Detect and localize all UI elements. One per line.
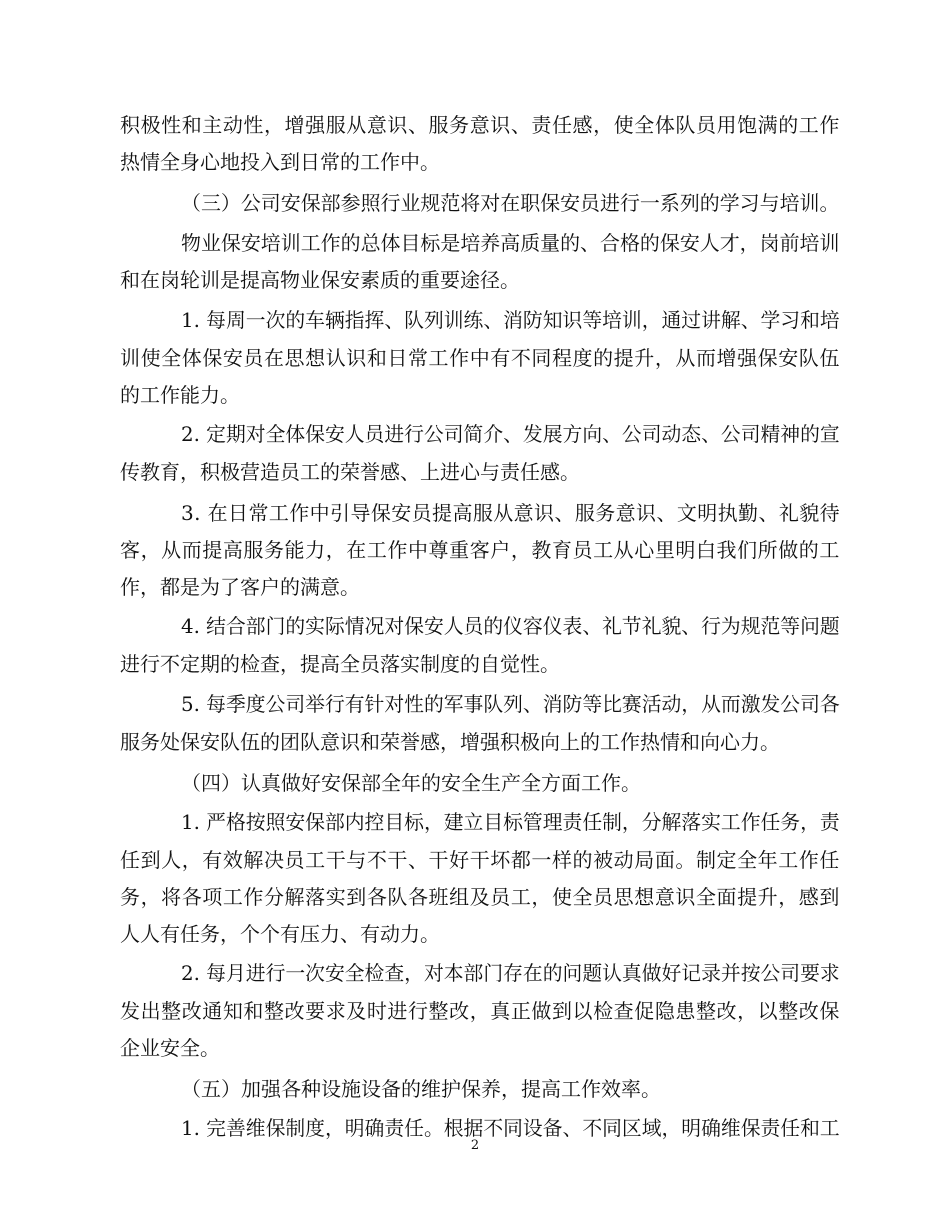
text-line: 2. 每月进行一次安全检查，对本部门存在的问题认真做好记录并按公司要求 [181,962,840,985]
text-line: 1. 完善维保制度，明确责任。根据不同设备、不同区域，明确维保责任和工 [181,1117,840,1140]
text-line: 任到人，有效解决员工干与不干、干好干坏都一样的被动局面。制定全年工作任 [120,848,840,872]
text-line: 2. 定期对全体保安人员进行公司简介、发展方向、公司动态、公司精神的宣 [181,423,840,446]
text-line: 作，都是为了客户的满意。 [120,575,360,599]
text-line: 1. 每周一次的车辆指挥、队列训练、消防知识等培训，通过讲解、学习和培 [181,309,840,332]
text-line: 3. 在日常工作中引导保安员提高服从意识、服务意识、文明执勤、礼貌待 [181,501,841,525]
text-line: 积极性和主动性，增强服从意识、服务意识、责任感，使全体队员用饱满的工作 [120,113,840,137]
text-line: 务，将各项工作分解落实到各队各班组及员工，使全员思想意识全面提升，感到 [120,885,840,909]
text-line: 人人有任务，个个有压力、有动力。 [120,922,440,946]
text-line: （四）认真做好安保部全年的安全生产全方面工作。 [181,771,641,795]
text-line: 训使全体保安员在思想认识和日常工作中有不同程度的提升，从而增强保安队伍 [120,346,840,370]
text-line: 传教育，积极营造员工的荣誉感、上进心与责任感。 [120,460,580,484]
text-line: 物业保安培训工作的总体目标是培养高质量的、合格的保安人才，岗前培训 [181,231,840,255]
text-line: 服务处保安队伍的团队意识和荣誉感，增强积极向上的工作热情和向心力。 [120,730,780,754]
text-line: 5. 每季度公司举行有针对性的军事队列、消防等比赛活动，从而激发公司各 [181,693,840,716]
text-line: 4. 结合部门的实际情况对保安人员的仪容仪表、礼节礼貌、行为规范等问题 [181,615,840,638]
text-line: 企业安全。 [120,1036,220,1060]
text-line: （三）公司安保部参照行业规范将对在职保安员进行一系列的学习与培训。 [181,191,840,215]
text-line: （五）加强各种设施设备的维护保养，提高工作效率。 [181,1077,661,1101]
text-line: 客，从而提高服务能力，在工作中尊重客户，教育员工从心里明白我们所做的工 [120,538,840,562]
text-line: 进行不定期的检查，提高全员落实制度的自觉性。 [120,652,560,676]
text-line: 1. 严格按照安保部内控目标，建立目标管理责任制，分解落实工作任务，责 [181,811,840,834]
text-line: 热情全身心地投入到日常的工作中。 [120,150,440,174]
page-number: 2 [470,1138,480,1153]
text-line: 发出整改通知和整改要求及时进行整改，真正做到以检查促隐患整改，以整改保 [120,999,840,1023]
text-line: 的工作能力。 [120,383,240,407]
text-line: 和在岗轮训是提高物业保安素质的重要途径。 [120,268,520,292]
